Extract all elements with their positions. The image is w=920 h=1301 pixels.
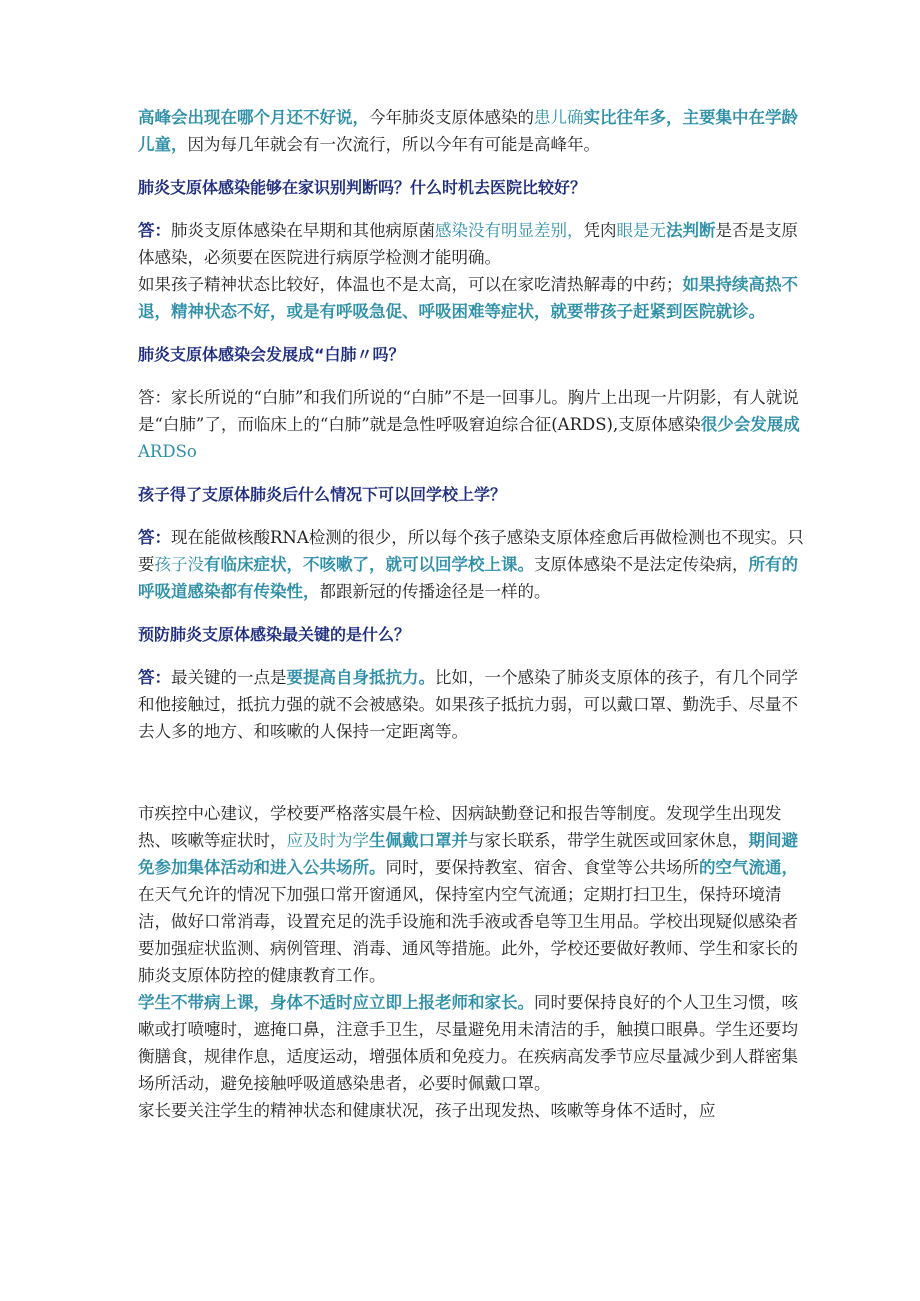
text-run: 都跟新冠的传播途径是一样的。 [319, 582, 551, 601]
text-run: 是否是支原体感染，必须要在医院进行病原学检测才能明确。 [138, 221, 798, 267]
answer-label: 答： [138, 528, 171, 547]
text-run: 现在能做核酸RNA检测的很少，所以每个孩子感染支原体痊愈后再做检测也不现实。只要 [138, 528, 804, 574]
student-advice-paragraph [138, 989, 808, 1097]
answer-paragraph-1 [138, 217, 808, 271]
answer-paragraph-1b [138, 271, 808, 325]
answer-paragraph-3 [138, 524, 808, 605]
cdc-advice-paragraph [138, 800, 808, 989]
text-run: 应及时为学 [286, 831, 369, 850]
text-run: 眼是无 [616, 221, 666, 240]
text-run: 高峰会出现在哪个月还不好说， [138, 108, 369, 127]
answer-paragraph-4 [138, 664, 808, 745]
text-run: 因为每几年就会有一次流行，所以今年有可能是高峰年。 [187, 135, 600, 154]
text-run: 所有的呼吸道感染都有传染性， [138, 555, 798, 601]
text-run: 期间避免参加集体活动和进入公共场所。 [138, 831, 798, 877]
text-run: 如果持续高热不退，精神状态不好，或是有呼吸急促、呼吸困难等症状，就要带孩子赶紧到医院就诊。 [138, 275, 798, 321]
question-heading-2: 肺炎支原体感染会发展成“白肺〃吗？ [138, 345, 405, 364]
question-heading-4: 预防肺炎支原体感染最关键的是什么？ [138, 625, 411, 644]
text-run: 患儿确 [534, 108, 584, 127]
text-run: 最关键的一点是 [171, 668, 287, 687]
text-run: 生佩戴口罩并 [369, 831, 468, 850]
text-run: 学生不带病上课，身体不适时应立即上报老师和家长。 [138, 993, 534, 1012]
text-run: 很少会发展成 [700, 415, 800, 434]
parent-advice-paragraph: 家长要关注学生的精神状态和健康状况，孩子出现发热、咳嗽等身体不适时，应 [138, 1101, 716, 1120]
text-run: 今年肺炎支原体感染的 [369, 108, 534, 127]
intro-paragraph [138, 104, 808, 158]
text-run: 与家长联系，带学生就医或回家休息， [468, 831, 749, 850]
text-run: 的空气流通， [699, 858, 798, 877]
text-run: 肺炎支原体感染在早期和其他病原菌 [171, 221, 435, 240]
answer-label: 答： [138, 668, 171, 687]
question-heading-1: 肺炎支原体感染能够在家识别判断吗？什么时机去医院比较好？ [138, 178, 587, 197]
text-run: 有临床症状，不咳嗽了，就可以回学校上课。 [204, 555, 534, 574]
text-run: 比如，一个感染了肺炎支原体的孩子，有几个同学和他接触过，抵抗力强的就不会被感染。如果孩子抵抗力弱，可以戴口罩、勤洗手、尽量不去人多的地方、和咳嗽的人保持一定距离等。 [138, 668, 798, 741]
text-run: 凭肉 [583, 221, 617, 240]
text-run: 实比往年多，主要集中在学龄儿童， [138, 108, 798, 154]
text-run: 同时要保持良好的个人卫生习惯，咳嗽或打喷嚏时，遮掩口鼻，注意手卫生，尽量避免用未清洁的手，触摸口眼鼻。学生还要均衡膳食，规律作息，适度运动，增强体质和免疫力。在疾病高发季节应尽量减少到人群密集场所活动，避免接触呼吸道感染患者，必要时佩戴口罩。 [138, 993, 798, 1093]
answer-label: 答： [138, 221, 171, 240]
answer-paragraph-2 [138, 384, 808, 465]
text-run: 要提高自身抵抗力。 [286, 668, 435, 687]
document-body [138, 104, 808, 1124]
text-run: 在天气允许的情况下加强口常开窗通风，保持室内空气流通；定期打扫卫生，保持环境清洁，做好口常消毒，设置充足的洗手设施和洗手液或香皂等卫生用品。学校出现疑似感染者要加强症状监测、病例管理、消毒、通风等措施。此外，学校还要做好教师、学生和家长的肺炎支原体防控的健康教育工作。 [138, 885, 798, 985]
text-run: 答：家长所说的“白肺”和我们所说的“白肺”不是一回事儿。胸片上出现一片阴影，有人就说是“白肺”了，而临床上的“白肺”就是急性呼吸窘迫综合征(ARDS),支原体感染 [138, 388, 799, 434]
text-run: 市疾控中心建议，学校要严格落实晨午检、因病缺勤登记和报告等制度。发现学生出现发热、咳嗽等症状时， [138, 804, 782, 850]
question-heading-3: 孩子得了支原体肺炎后什么情况下可以回学校上学？ [138, 485, 507, 504]
text-run: 法判断 [666, 221, 716, 240]
text-run: 如果孩子精神状态比较好，体温也不是太高，可以在家吃清热解毒的中药； [138, 275, 683, 294]
text-run: 孩子没 [154, 555, 204, 574]
text-run: 感染没有明显差别， [435, 221, 584, 240]
text-run: 同时，要保持教室、宿舍、食堂等公共场所 [385, 858, 699, 877]
text-run: ARDSo [138, 442, 197, 461]
text-run: 支原体感染不是法定传染病， [534, 555, 749, 574]
